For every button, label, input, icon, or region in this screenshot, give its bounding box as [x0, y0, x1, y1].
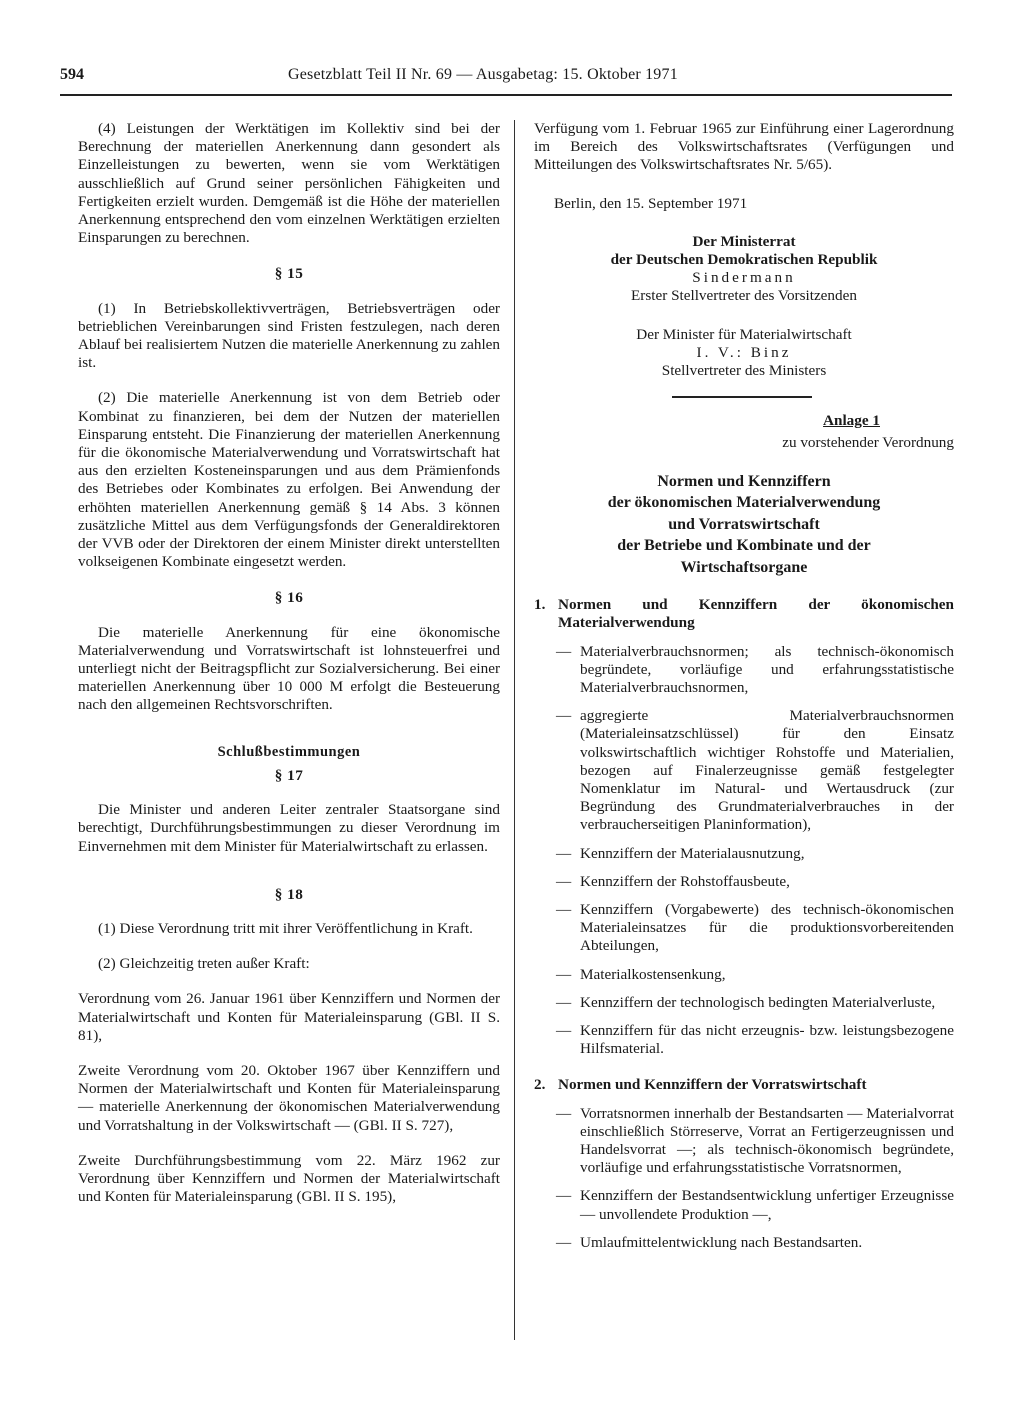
- annex-subtitle: zu vorstehender Verordnung: [782, 434, 954, 452]
- repealed-regulation-3: Zweite Durchführungsbestimmung vom 22. März 1962 zur Verordnung über Kennziffern und Normen der Materialwirtschaft und Konten für Materialeinsparung (GBl. II S. 195),: [78, 1151, 500, 1206]
- list-item: — Kennziffern der Materialausnutzung,: [556, 844, 805, 862]
- signature-binz-role: Stellvertreter des Ministers: [661, 362, 827, 380]
- section-15-para-2: (2) Die materielle Anerkennung ist von dem Betrieb oder Kombinat zu finanzieren, bei dem der Nutzen der materiellen Einsparung entsteht. Die Finanzierung der materiellen Anerkennung für die ökonomische Materialverwendung und Vorratswirtschaft hat aus den erzielten Kosteneinsparungen und aus dem Prämienfonds des Betriebes oder Kombinates zu erfolgen. Bei Anwendung der erhöhten materiellen Anerkennung gemäß § 14 Abs. 3 können zusätzliche Mittel aus dem Verfügungsfonds der Generaldirektoren der VVB oder der Direktoren der einem Minister direkt unterstellten volkseigenen Kombinate eingesetzt werden.: [78, 389, 500, 571]
- final-provisions-heading: Schlußbestimmungen: [217, 743, 361, 760]
- signature-sindermann-role: Erster Stellvertreter des Vorsitzenden: [631, 287, 857, 305]
- heading-1: [534, 596, 954, 632]
- list-item: — Kennziffern für das nicht erzeugnis- bzw. leistungsbezogene Hilfsmaterial.: [556, 1022, 954, 1058]
- annex-label: Anlage 1: [823, 412, 880, 430]
- heading-2: [534, 1076, 954, 1094]
- list-1: [534, 643, 954, 1059]
- section-16-para: Die materielle Anerkennung für eine ökonomische Materialverwendung und Vorratswirtschaft ist lohnsteuerfrei und unterliegt nicht der Beitragspflicht zur Sozialversicherung. Bei einer materiellen Anerkennung über 10 000 M erfolgt die Besteuerung nach den allgemeinen Rechtsvorschriften.: [78, 623, 500, 714]
- section-17-heading: § 17: [274, 766, 304, 784]
- minister-title: Der Minister für Materialwirtschaft: [636, 325, 852, 343]
- annex-title-line-1: Normen und Kennziffern: [657, 472, 831, 490]
- list-item: — Materialkostensenkung,: [556, 965, 726, 983]
- list-item: — Kennziffern der Bestandsentwicklung unfertiger Erzeugnisse — unvollendete Produktion —,: [556, 1187, 954, 1223]
- list-item: — Kennziffern (Vorgabewerte) des technisch-ökonomischen Materialeinsatzes für die produktionsvorbereitenden Abteilungen,: [556, 900, 954, 955]
- section-15-para-1: (1) In Betriebskollektivverträgen, Betriebsverträgen oder betrieblichen Vereinbarungen sind Fristen festzulegen, nach deren Ablauf bei realisiertem Nutzen die materielle Anerkennung zu zahlen ist.: [78, 299, 500, 372]
- page-number: 594: [60, 66, 84, 83]
- signature-sindermann: Sindermann: [692, 269, 796, 287]
- signatory-org-line-2: der Deutschen Demokratischen Republik: [610, 251, 878, 269]
- section-17-para: Die Minister und anderen Leiter zentraler Staatsorgane sind berechtigt, Durchführungsbestimmungen zu dieser Verordnung im Einvernehmen mit dem Minister für Materialwirtschaft zu erlassen.: [78, 801, 500, 855]
- list-item: — Kennziffern der Rohstoffausbeute,: [556, 872, 790, 890]
- heading-2-text: Normen und Kennziffern der Vorratswirtschaft: [558, 1076, 867, 1094]
- section-18-heading: § 18: [274, 885, 304, 903]
- left-column: [78, 120, 500, 1206]
- annex-title-line-4: der Betriebe und Kombinate und der: [617, 537, 871, 555]
- running-title: Gesetzblatt Teil II Nr. 69 — Ausgabetag: 15. Oktober 1971: [288, 66, 678, 83]
- paragraph-4: (4) Leistungen der Werktätigen im Kollektiv sind bei der Berechnung der materiellen Anerkennung dann gesondert als Einzelleistungen zu bewerten, wenn sie vom Werktätigen ausschließlich auf Grund seiner persönlichen Fähigkeiten und Fertigkeiten erzielt wurden. Demgemäß ist die Höhe der materiellen Anerkennung entsprechend den vom einzelnen Werktätigen erzielten Einsparungen zu berechnen.: [78, 120, 500, 247]
- annex-title-line-5: Wirtschaftsorgane: [680, 558, 808, 576]
- section-16-heading: § 16: [274, 589, 304, 607]
- list-item: — Umlaufmittelentwicklung nach Bestandsarten.: [556, 1233, 863, 1251]
- repealed-regulation-2: Zweite Verordnung vom 20. Oktober 1967 über Kennziffern und Normen der Materialwirtschaft und Konten für Materialeinsparung — materielle Anerkennung der ökonomischen Materialverwendung und Vorratshaltung in der Volkswirtschaft — (GBl. II S. 727),: [78, 1061, 500, 1134]
- separator-rule: [672, 396, 812, 398]
- heading-1-text: Normen und Kennziffern der ökonomischen Materialverwendung: [558, 596, 954, 632]
- heading-2-number: 2.: [534, 1076, 546, 1094]
- column-divider: [514, 120, 515, 1340]
- signatory-org-line-1: Der Ministerrat: [692, 232, 796, 250]
- section-18-para-1: (1) Diese Verordnung tritt mit ihrer Veröffentlichung in Kraft.: [98, 919, 473, 937]
- list-item: — Vorratsnormen innerhalb der Bestandsarten — Materialvorrat einschließlich Störreserve, Vorrat an Fertigerzeugnissen und Handelsvorrat —; als technisch-ökonomisch begründete, vorläufige und erfahrungsstatistische Vorratsnormen,: [556, 1104, 954, 1177]
- repealed-regulation-4: Verfügung vom 1. Februar 1965 zur Einführung einer Lagerordnung im Bereich des Volkswirtschaftsrates (Verfügungen und Mitteilungen des Volkswirtschaftsrates Nr. 5/65).: [534, 120, 954, 174]
- signature-binz: I. V.: Binz: [696, 343, 792, 361]
- section-18-para-2: (2) Gleichzeitig treten außer Kraft:: [98, 955, 310, 973]
- right-column: [534, 120, 954, 1262]
- list-item: — aggregierte Materialverbrauchsnormen (Materialeinsatzschlüssel) für den Einsatz volkswirtschaftlich wichtiger Rohstoffe und Materialien, bezogen auf Finalerzeugnisse gemäß festgelegter Nomenklatur im Natural- und Wertausdruck (zur Begründung des Grundmaterialverbrauches in der verbraucherseitigen Planinformation),: [556, 707, 954, 834]
- list-2: [534, 1105, 954, 1252]
- page-header: [60, 66, 952, 96]
- list-item: — Materialverbrauchsnormen; als technisch-ökonomisch begründete, vorläufige und erfahrungsstatistische Materialverbrauchsnormen,: [556, 642, 954, 696]
- annex-title-line-2: der ökonomischen Materialverwendung: [607, 494, 881, 512]
- annex-title: [534, 471, 954, 579]
- list-item: — Kennziffern der technologisch bedingten Materialverluste,: [556, 993, 936, 1011]
- repealed-regulation-1: Verordnung vom 26. Januar 1961 über Kennziffern und Normen der Materialwirtschaft und Konten für Materialeinsparung (GBl. II S. 81),: [78, 990, 500, 1044]
- place-and-date: Berlin, den 15. September 1971: [554, 194, 748, 212]
- annex-title-line-3: und Vorratswirtschaft: [668, 515, 820, 533]
- section-15-heading: § 15: [274, 265, 304, 283]
- heading-1-number: 1.: [534, 596, 546, 614]
